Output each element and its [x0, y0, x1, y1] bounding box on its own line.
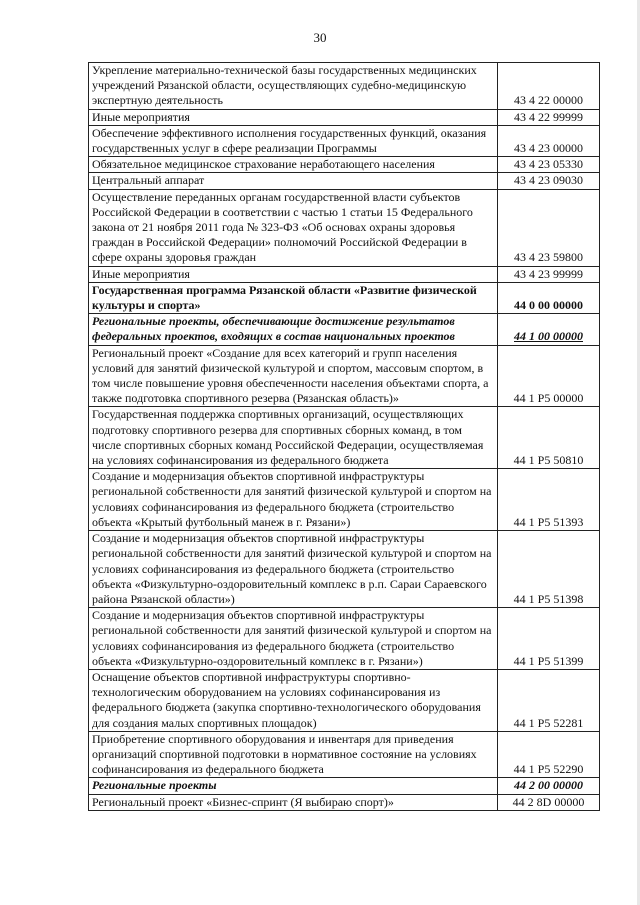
row-code-cell: 44 1 00 00000 [498, 314, 600, 345]
table-row [89, 531, 600, 608]
table-row [89, 669, 600, 731]
table-body [89, 63, 600, 811]
page-number: 30 [313, 30, 327, 45]
table-row [89, 282, 600, 313]
budget-classification-table [88, 62, 600, 811]
row-code-cell: 43 4 23 00000 [498, 125, 600, 156]
row-name-cell: Обязательное медицинское страхование неработающего населения [89, 157, 498, 173]
row-code-cell: 43 4 22 99999 [498, 109, 600, 125]
row-code-cell: 43 4 23 05330 [498, 157, 600, 173]
row-name-cell: Региональный проект «Бизнес-спринт (Я выбираю спорт)» [89, 794, 498, 810]
row-name-cell: Создание и модернизация объектов спортивной инфраструктуры региональной собственности для занятий физической культурой и спортом на условиях софинансирования из федерального бюджета (строительство объекта «Физкультурно-оздоровительный комплекс в р.п. Сараи Сараевского района Рязанской области») [89, 531, 498, 608]
row-name-cell: Государственная поддержка спортивных организаций, осуществляющих подготовку спортивного резерва для спортивных сборных команд, в том числе спортивных сборных команд Российской Федерации, осуществляемая на условиях софинансирования из федерального бюджета [89, 407, 498, 469]
row-name-cell: Создание и модернизация объектов спортивной инфраструктуры региональной собственности для занятий физической культурой и спортом на условиях софинансирования из федерального бюджета (строительство объекта «Крытый футбольный манеж в г. Рязани») [89, 469, 498, 531]
row-code-cell: 43 4 23 09030 [498, 173, 600, 189]
table-row [89, 314, 600, 345]
row-code-cell: 43 4 23 59800 [498, 189, 600, 266]
row-code-cell: 44 2 00 00000 [498, 778, 600, 794]
row-name-cell: Региональный проект «Создание для всех категорий и групп населения условий для занятий физической культурой и спортом, массовым спортом, в том числе повышение уровня обеспеченности населения объектами спорта, а также подготовка спортивного резерва (Рязанская область)» [89, 345, 498, 407]
row-code-cell: 44 1 P5 00000 [498, 345, 600, 407]
table-row [89, 469, 600, 531]
table-row [89, 407, 600, 469]
row-code-cell: 44 1 P5 50810 [498, 407, 600, 469]
row-code-cell: 44 1 P5 52281 [498, 669, 600, 731]
row-name-cell: Иные мероприятия [89, 266, 498, 282]
row-code-cell: 44 0 00 00000 [498, 282, 600, 313]
row-name-cell: Укрепление материально-технической базы государственных медицинских учреждений Рязанской области, осуществляющих судебно-медицинскую экспертную деятельность [89, 63, 498, 110]
row-name-cell: Центральный аппарат [89, 173, 498, 189]
row-name-cell: Создание и модернизация объектов спортивной инфраструктуры региональной собственности для занятий физической культурой и спортом на условиях софинансирования из федерального бюджета (строительство объекта «Физкультурно-оздоровительный комплекс в г. Рязани») [89, 608, 498, 670]
table-row [89, 189, 600, 266]
row-name-cell: Иные мероприятия [89, 109, 498, 125]
table-row [89, 794, 600, 810]
row-name-cell: Приобретение спортивного оборудования и инвентаря для приведения организаций спортивной подготовки в нормативное состояние на условиях софинансирования из федерального бюджета [89, 731, 498, 778]
row-name-cell: Обеспечение эффективного исполнения государственных функций, оказания государственных услуг в сфере реализации Программы [89, 125, 498, 156]
row-name-cell: Осуществление переданных органам государственной власти субъектов Российской Федерации в соответствии с частью 1 статьи 15 Федерального закона от 21 ноября 2011 года № 323-ФЗ «Об основах охраны здоровья граждан в Российской Федерации» полномочий Российской Федерации в сфере охраны здоровья граждан [89, 189, 498, 266]
row-code-cell: 44 1 P5 51393 [498, 469, 600, 531]
row-code-cell: 43 4 22 00000 [498, 63, 600, 110]
table-row [89, 63, 600, 110]
row-code-cell: 44 1 P5 51398 [498, 531, 600, 608]
row-code-cell: 44 1 P5 52290 [498, 731, 600, 778]
row-code-cell: 43 4 23 99999 [498, 266, 600, 282]
row-name-cell: Оснащение объектов спортивной инфраструктуры спортивно-технологическим оборудованием на условиях софинансирования из федерального бюджета (закупка спортивно-технологического оборудования для создания малых спортивных площадок) [89, 669, 498, 731]
table-row [89, 173, 600, 189]
table-row [89, 157, 600, 173]
row-code-cell: 44 2 8D 00000 [498, 794, 600, 810]
row-name-cell: Региональные проекты [89, 778, 498, 794]
table-row [89, 608, 600, 670]
row-code-cell: 44 1 P5 51399 [498, 608, 600, 670]
table-row [89, 345, 600, 407]
table-row [89, 778, 600, 794]
row-name-cell: Региональные проекты, обеспечивающие достижение результатов федеральных проектов, входящих в состав национальных проектов [89, 314, 498, 345]
table-row [89, 109, 600, 125]
table-row [89, 125, 600, 156]
table-row [89, 731, 600, 778]
table-row [89, 266, 600, 282]
row-name-cell: Государственная программа Рязанской области «Развитие физической культуры и спорта» [89, 282, 498, 313]
